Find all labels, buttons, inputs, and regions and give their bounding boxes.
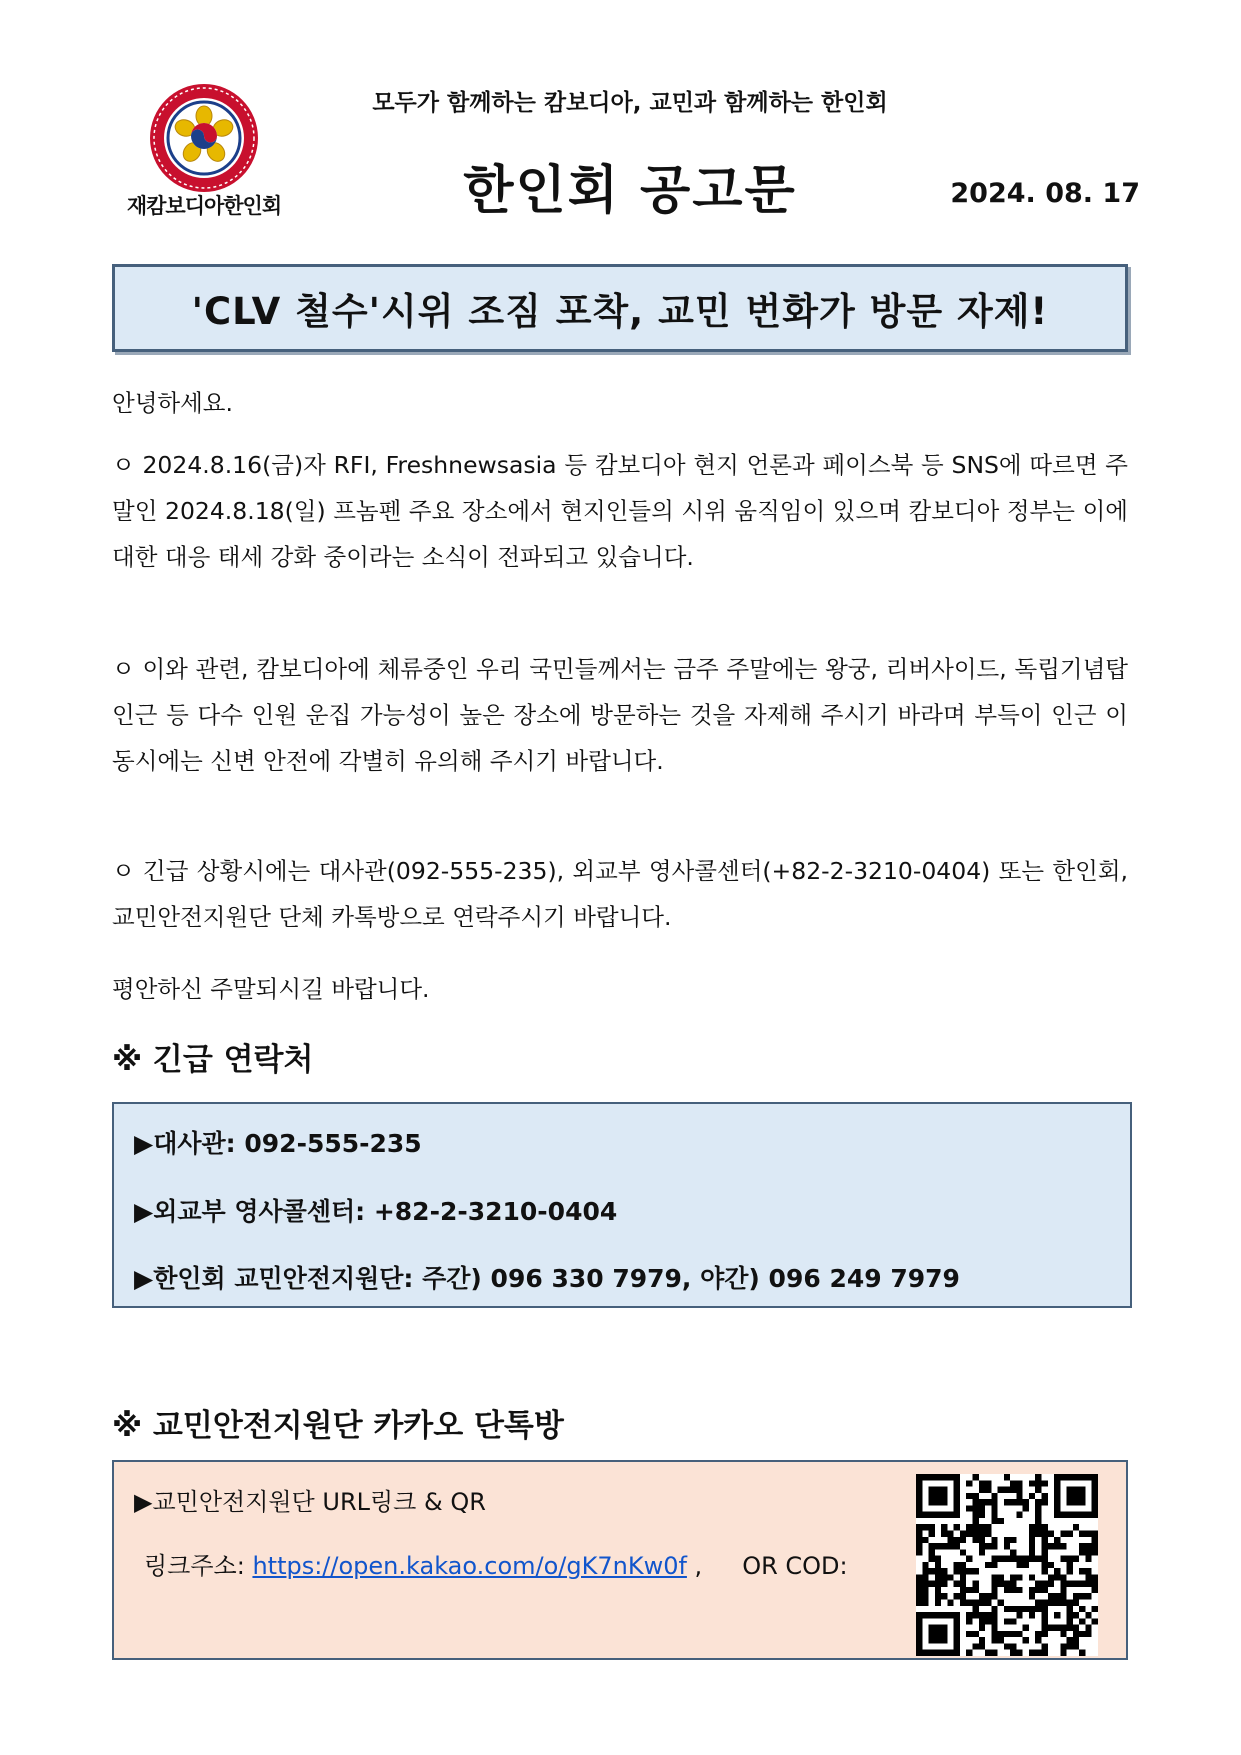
paragraph: ㅇ 이와 관련, 캄보디아에 체류중인 우리 국민들께서는 금주 주말에는 왕궁, 리버사이드, 독립기념탑 인근 등 다수 인원 운집 가능성이 높은 장소에 방문하는 것을 자제해 주시기 바라며 부득이 인근 이동시에는 신변 안전에 각별히 유의해 주시기 바랍니다. — [112, 655, 1128, 775]
contact-consular-call-center: ▶외교부 영사콜센터: +82-2-3210-0404 — [134, 1197, 618, 1226]
page-title: 한인회 공고문 — [463, 161, 797, 221]
headline: 'CLV 철수'시위 조짐 포착, 교민 번화가 방문 자제! — [191, 290, 1049, 333]
closing: 평안하신 주말되시길 바랍니다. — [112, 975, 430, 1003]
logo-caption: 재캄보디아한인회 — [126, 194, 282, 218]
link-separator: , — [686, 1552, 703, 1580]
link-label: 링크주소: — [144, 1552, 253, 1580]
qr-code-icon[interactable] — [916, 1474, 1098, 1656]
kakao-section-title: ※ 교민안전지원단 카카오 단톡방 — [112, 1408, 564, 1444]
paragraph: ㅇ 긴급 상황시에는 대사관(092-555-235), 외교부 영사콜센터(+82-2-3210-0404) 또는 한인회, 교민안전지원단 단체 카톡방으로 연락주시기 바랍니다. — [112, 857, 1128, 931]
document-date: 2024. 08. 17 — [950, 178, 1140, 209]
association-logo — [118, 82, 298, 217]
contact-embassy: ▶대사관: 092-555-235 — [134, 1129, 422, 1158]
association-seal-icon — [148, 82, 260, 194]
kakao-url-qr-label: ▶교민안전지원단 URL링크 & QR — [134, 1488, 486, 1516]
slogan: 모두가 함께하는 캄보디아, 교민과 함께하는 한인회 — [372, 90, 888, 116]
contact-safety-support-team: ▶한인회 교민안전지원단: 주간) 096 330 7979, 야간) 096 249 7979 — [134, 1264, 960, 1293]
headline-box — [112, 264, 1128, 352]
kakao-open-chat-link[interactable]: https://open.kakao.com/o/gK7nKw0f — [252, 1552, 687, 1580]
or-code-label: OR COD: — [742, 1552, 848, 1580]
greeting: 안녕하세요. — [112, 389, 233, 417]
kakao-link-line — [144, 1546, 848, 1581]
contacts-section-title: ※ 긴급 연락처 — [112, 1042, 314, 1078]
kakao-box — [112, 1460, 1128, 1660]
paragraph: ㅇ 2024.8.16(금)자 RFI, Freshnewsasia 등 캄보디아 현지 언론과 페이스북 등 SNS에 따르면 주말인 2024.8.18(일) 프놈펜 주요 장소에서 현지인들의 시위 움직임이 있으며 캄보디아 정부는 이에 대한 대응 태세 강화 중이라는 소식이 전파되고 있습니다. — [112, 451, 1128, 571]
contacts-box — [112, 1102, 1132, 1308]
